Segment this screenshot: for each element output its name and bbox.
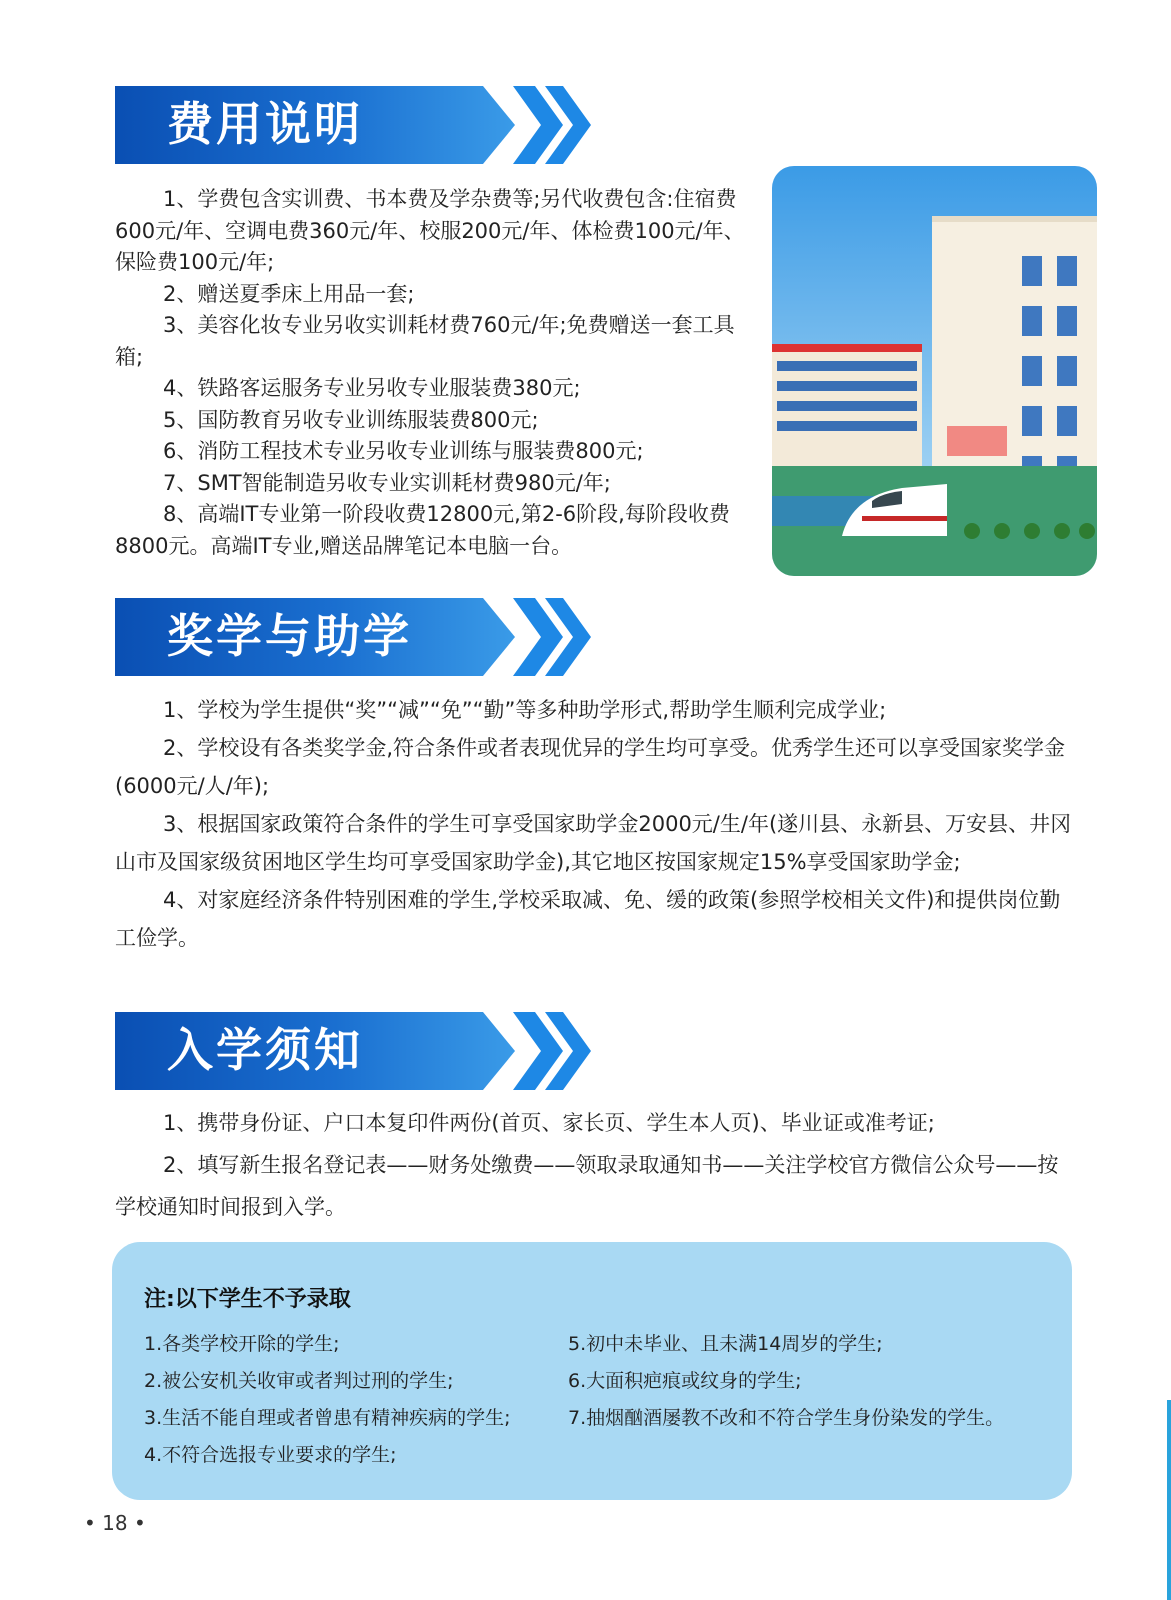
enrollment-list bbox=[115, 1102, 1075, 1228]
note-left-column bbox=[144, 1326, 511, 1474]
fees-item: 7、SMT智能制造另收专业实训耗材费980元/年; bbox=[163, 470, 611, 495]
scholarship-banner bbox=[115, 598, 585, 676]
scholarship-item: 2、学校设有各类奖学金,符合条件或者表现优异的学生均可享受。优秀学生还可以享受国家奖学金(6000元/人/年); bbox=[115, 736, 1066, 798]
fees-item: 6、消防工程技术专业另收专业训练与服装费800元; bbox=[163, 439, 644, 463]
fees-banner bbox=[115, 86, 585, 164]
school-photo bbox=[772, 166, 1097, 576]
enrollment-item: 1、携带身份证、户口本复印件两份(首页、家长页、学生本人页)、毕业证或准考证; bbox=[163, 1111, 935, 1135]
chevron-icon bbox=[505, 1012, 595, 1090]
fees-item: 8、高端IT专业第一阶段收费12800元,第2-6阶段,每阶段收费8800元。高端IT专业,赠送品牌笔记本电脑一台。 bbox=[115, 502, 730, 558]
scholarship-list bbox=[115, 691, 1075, 957]
chevron-icon bbox=[505, 598, 595, 676]
enrollment-item: 2、填写新生报名登记表——财务处缴费——领取录取通知书——关注学校官方微信公众号——按学校通知时间报到入学。 bbox=[115, 1153, 1059, 1219]
page-edge-accent bbox=[1167, 1400, 1171, 1600]
note-item: 2.被公安机关收审或者判过刑的学生; bbox=[144, 1370, 454, 1392]
fees-item: 4、铁路客运服务专业另收专业服装费380元; bbox=[163, 376, 581, 400]
scholarship-item: 4、对家庭经济条件特别困难的学生,学校采取减、免、缓的政策(参照学校相关文件)和提供岗位勤工俭学。 bbox=[115, 888, 1061, 950]
note-item: 6.大面积疤痕或纹身的学生; bbox=[568, 1370, 802, 1392]
fees-item: 1、学费包含实训费、书本费及学杂费等;另代收费包含:住宿费600元/年、空调电费360元/年、校服200元/年、体检费100元/年、保险费100元/年; bbox=[115, 187, 745, 274]
enrollment-title: 入学须知 bbox=[167, 1023, 363, 1077]
note-item: 3.生活不能自理或者曾患有精神疾病的学生; bbox=[144, 1407, 511, 1429]
note-item: 5.初中未毕业、且未满14周岁的学生; bbox=[568, 1333, 883, 1355]
note-item: 7.抽烟酗酒屡教不改和不符合学生身份染发的学生。 bbox=[568, 1407, 1005, 1429]
scholarship-title: 奖学与助学 bbox=[167, 609, 412, 663]
fees-list bbox=[115, 184, 755, 562]
note-right-column bbox=[568, 1326, 1004, 1437]
page-number: • 18 • bbox=[84, 1511, 146, 1535]
scholarship-item: 3、根据国家政策符合条件的学生可享受国家助学金2000元/生/年(遂川县、永新县、万安县、井冈山市及国家级贫困地区学生均可享受国家助学金),其它地区按国家规定15%享受国家助学金; bbox=[115, 812, 1072, 874]
note-item: 4.不符合选报专业要求的学生; bbox=[144, 1444, 397, 1466]
note-title: 注:以下学生不予录取 bbox=[144, 1287, 351, 1312]
fees-title: 费用说明 bbox=[167, 97, 363, 151]
fees-item: 3、美容化妆专业另收实训耗材费760元/年;免费赠送一套工具箱; bbox=[115, 313, 735, 369]
admission-note-box bbox=[112, 1242, 1072, 1500]
chevron-icon bbox=[505, 86, 595, 164]
fees-item: 5、国防教育另收专业训练服装费800元; bbox=[163, 407, 539, 432]
note-item: 1.各类学校开除的学生; bbox=[144, 1333, 340, 1355]
scholarship-item: 1、学校为学生提供“奖”“减”“免”“勤”等多种助学形式,帮助学生顺利完成学业; bbox=[163, 698, 887, 722]
fees-item: 2、赠送夏季床上用品一套; bbox=[163, 281, 415, 306]
enrollment-banner bbox=[115, 1012, 585, 1090]
